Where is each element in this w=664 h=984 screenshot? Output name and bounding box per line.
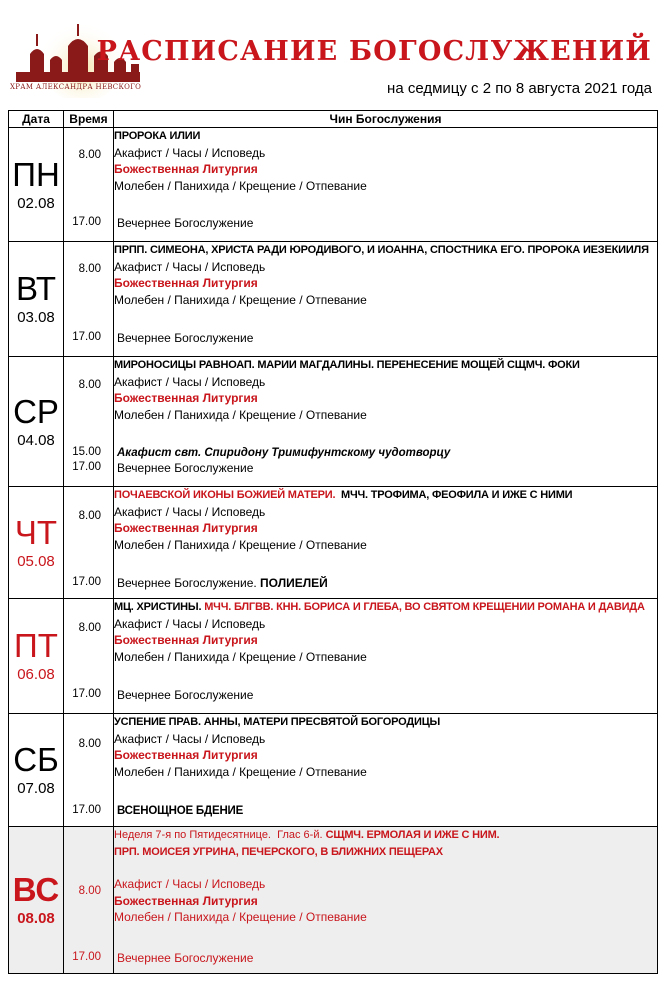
vespers-line: Вечернее Богослужение. ПОЛИЕЛЕЙ — [117, 576, 328, 590]
day-cell — [9, 128, 64, 242]
vespers-text: Вечернее Богослужение — [117, 576, 254, 590]
feast-title: ПРОРОКА ИЛИИ — [114, 130, 201, 142]
day-cell — [9, 487, 64, 599]
logo-text: ХРАМ АЛЕКСАНДРА НЕВСКОГО — [10, 83, 142, 91]
day-date: 06.08 — [17, 666, 55, 683]
feast-title-b: ПРП. МОИСЕЯ УГРИНА, ПЕЧЕРСКОГО, В БЛИЖНИХ ПЕЩЕРАХ — [114, 845, 443, 858]
day-cell — [9, 827, 64, 974]
service-cell — [114, 487, 658, 599]
hours-line: Акафист / Часы / Исповедь — [114, 616, 266, 631]
day-date: 02.08 — [17, 194, 55, 212]
time-cell — [64, 357, 114, 487]
vespers-line: Вечернее Богослужение — [117, 461, 254, 475]
day-cell — [9, 599, 64, 714]
day-name: ВТ — [16, 270, 56, 307]
time-morning: 8.00 — [78, 738, 101, 750]
day-row-tue — [9, 242, 658, 357]
week-line — [114, 827, 657, 844]
day-row-thu — [9, 487, 658, 599]
moleben-line: Молебен / Панихида / Крещение / Отпевание — [114, 910, 367, 924]
col-header-time: Время — [64, 111, 114, 128]
akathist-line: Акафист свт. Спиридону Тримифунтскому чудотворцу — [117, 447, 451, 459]
time-cell — [64, 242, 114, 357]
time-akathist: 15.00 — [72, 446, 101, 458]
day-name: ПН — [12, 155, 60, 193]
vigil-line: ВСЕНОЩНОЕ БДЕНИЕ — [117, 805, 244, 817]
day-name: СБ — [13, 741, 59, 778]
time-evening: 17.00 — [72, 331, 101, 343]
moleben-line: Молебен / Панихида / Крещение / Отпевание — [114, 178, 367, 193]
day-date: 07.08 — [17, 780, 55, 797]
feast-title: ПРПП. СИМЕОНА, ХРИСТА РАДИ ЮРОДИВОГО, И ИОАННА, СПОСТНИКА ЕГО. ПРОРОКА ИЕЗЕКИИЛЯ — [114, 244, 649, 256]
page-subtitle: на седмицу с 2 по 8 августа 2021 года — [387, 80, 652, 97]
day-cell — [9, 242, 64, 357]
feast-title: УСПЕНИЕ ПРАВ. АННЫ, МАТЕРИ ПРЕСВЯТОЙ БОГОРОДИЦЫ — [114, 716, 441, 728]
day-name: ПТ — [14, 627, 58, 664]
moleben-line: Молебен / Панихида / Крещение / Отпевание — [114, 292, 367, 307]
moleben-line: Молебен / Панихида / Крещение / Отпевание — [114, 537, 367, 552]
day-name: ЧТ — [14, 513, 58, 551]
liturgy-line: Божественная Литургия — [114, 521, 258, 535]
day-name: ВС — [12, 871, 60, 908]
feast-title-black: МЦ. ХРИСТИНЫ. — [114, 601, 205, 613]
hours-line: Акафист / Часы / Исповедь — [114, 374, 266, 389]
time-morning: 8.00 — [78, 510, 101, 522]
page-title: РАСПИСАНИЕ БОГОСЛУЖЕНИЙ — [96, 36, 652, 67]
vespers-line: Вечернее Богослужение — [117, 951, 254, 965]
hours-line: Акафист / Часы / Исповедь — [114, 731, 266, 746]
spacer — [114, 860, 657, 876]
schedule-table — [8, 110, 658, 974]
day-row-fri — [9, 599, 658, 714]
vespers-line: Вечернее Богослужение — [117, 216, 254, 230]
hours-line: Акафист / Часы / Исповедь — [114, 259, 266, 274]
liturgy-line: Божественная Литургия — [114, 893, 258, 908]
liturgy-line: Божественная Литургия — [114, 162, 258, 176]
day-row-sat — [9, 714, 658, 827]
service-cell — [114, 714, 658, 827]
vespers-line: Вечернее Богослужение — [117, 688, 254, 702]
hours-line: Акафист / Часы / Исповедь — [114, 877, 266, 891]
day-date: 03.08 — [17, 309, 55, 326]
time-cell — [64, 128, 114, 242]
day-name: СР — [13, 392, 59, 430]
time-morning: 8.00 — [78, 622, 101, 634]
service-cell — [114, 128, 658, 242]
hours-line: Акафист / Часы / Исповедь — [114, 504, 266, 519]
feast-title: МИРОНОСИЦЫ РАВНОАП. МАРИИ МАГДАЛИНЫ. ПЕРЕНЕСЕНИЕ МОЩЕЙ СЩМЧ. ФОКИ — [114, 359, 580, 371]
col-header-service: Чин Богослужения — [114, 111, 658, 128]
feast-title-red: ПОЧАЕВСКОЙ ИКОНЫ БОЖИЕЙ МАТЕРИ. — [114, 489, 336, 501]
day-row-sun — [9, 827, 658, 974]
table-header-row — [9, 111, 658, 128]
liturgy-line: Божественная Литургия — [114, 391, 258, 405]
day-cell — [9, 714, 64, 827]
service-cell — [114, 827, 658, 974]
service-cell — [114, 357, 658, 487]
time-cell — [64, 827, 114, 974]
liturgy-line: Божественная Литургия — [114, 633, 258, 647]
moleben-line: Молебен / Панихида / Крещение / Отпевание — [114, 764, 367, 779]
feast-title — [114, 599, 657, 616]
day-row-mon — [9, 128, 658, 242]
header — [0, 0, 664, 108]
time-evening: 17.00 — [72, 461, 101, 473]
liturgy-line: Божественная Литургия — [114, 748, 258, 762]
day-cell — [9, 357, 64, 487]
service-cell — [114, 599, 658, 714]
feast-title-a: СЩМЧ. ЕРМОЛАЯ И ИЖЕ С НИМ. — [325, 829, 500, 841]
time-evening: 17.00 — [72, 804, 101, 816]
time-evening: 17.00 — [72, 951, 101, 963]
moleben-line: Молебен / Панихида / Крещение / Отпевание — [114, 649, 367, 664]
time-evening: 17.00 — [72, 576, 101, 588]
moleben-line: Молебен / Панихида / Крещение / Отпевание — [114, 407, 367, 422]
time-morning: 8.00 — [78, 149, 101, 161]
col-header-date: Дата — [9, 111, 64, 128]
vespers-line: Вечернее Богослужение — [117, 331, 254, 345]
time-cell — [64, 599, 114, 714]
polyeleos-text: ПОЛИЕЛЕЙ — [260, 576, 328, 590]
time-evening: 17.00 — [72, 216, 101, 228]
day-row-wed — [9, 357, 658, 487]
time-morning: 8.00 — [78, 263, 101, 275]
time-morning: 8.00 — [78, 885, 101, 897]
day-date: 08.08 — [17, 910, 55, 927]
week-text: Неделя 7-я по Пятидесятнице. Глас 6-й. — [114, 829, 326, 841]
service-cell — [114, 242, 658, 357]
day-date: 04.08 — [17, 431, 55, 449]
time-morning: 8.00 — [78, 379, 101, 391]
feast-title — [114, 487, 657, 504]
time-cell — [64, 487, 114, 599]
time-evening: 17.00 — [72, 688, 101, 700]
hours-line: Акафист / Часы / Исповедь — [114, 145, 266, 160]
day-date: 05.08 — [17, 552, 55, 570]
feast-title-red: МЧЧ. БЛГВВ. КНН. БОРИСА И ГЛЕБА, ВО СВЯТОМ КРЕЩЕНИИ РОМАНА И ДАВИДА — [204, 601, 645, 613]
time-cell — [64, 714, 114, 827]
liturgy-line: Божественная Литургия — [114, 276, 258, 290]
feast-title-rest: МЧЧ. ТРОФИМА, ФЕОФИЛА И ИЖЕ С НИМИ — [335, 489, 573, 501]
